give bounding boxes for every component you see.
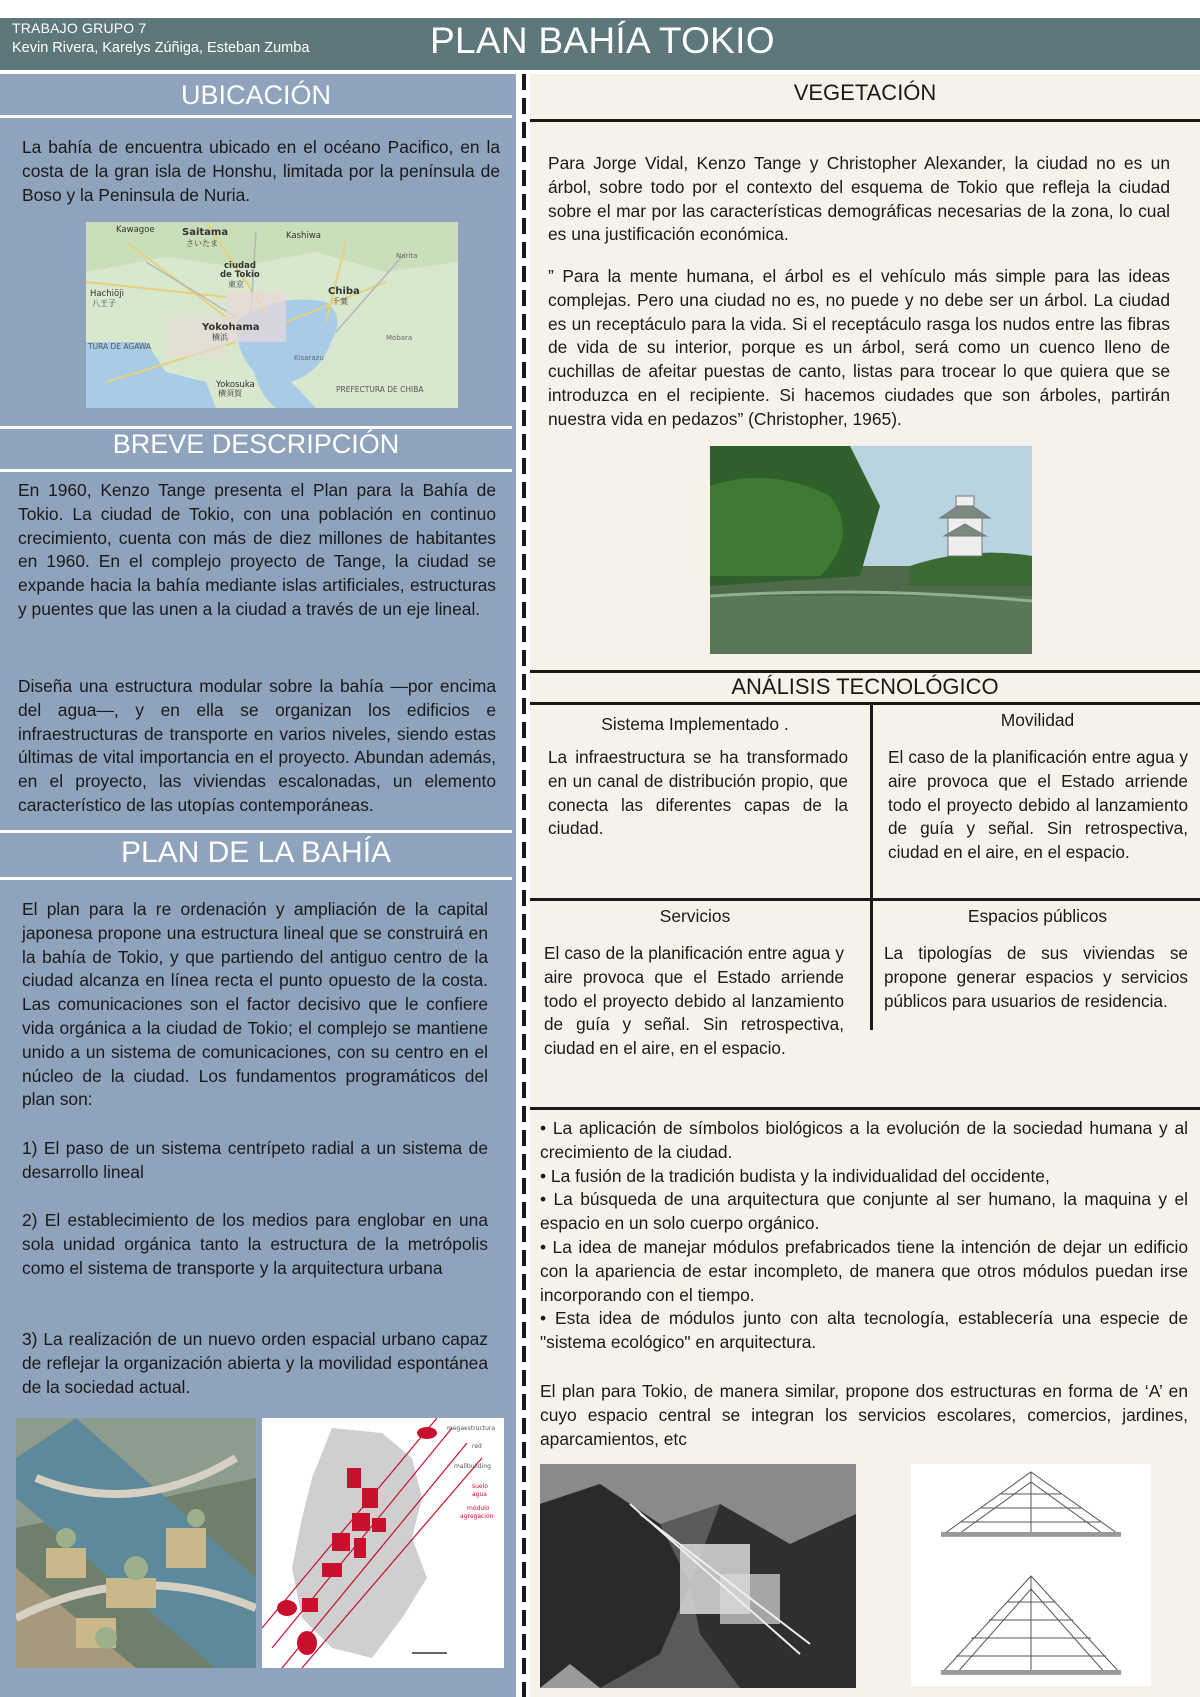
cell-title-servicios: Servicios <box>659 906 731 926</box>
map-label-mobara: Mobara <box>386 334 413 342</box>
plan-diagram-graphic <box>262 1418 504 1668</box>
cell-title-movilidad: Movilidad <box>1000 710 1075 730</box>
grid-bottom-line <box>530 1107 1200 1110</box>
cell-title-espacios: Espacios públicos <box>967 906 1108 926</box>
bullet-item: • La búsqueda de una arquitectura que conjunte al ser humano, la maquina y el espacio en un solo cuerpo orgánico. <box>540 1189 1188 1234</box>
vegetacion-paragraph-2: ” Para la mente humana, el árbol es el vehículo más simple para las ideas complejas. Pero una ciudad no es, no puede y no debe ser un árbol. La ciudad es un receptáculo para la vida. Si el receptáculo rasga los nudos entre las fibras de vida de su interior, porque es un árbol, será como un cuenco lleno de cuchillas de afeitar puestas de canto, listas para trocear lo que quiera que se introduzca en el recipiente. Si hacemos ciudades que son árboles, partirán nuestra vida en pedazos” (Christopher, 1965). <box>548 266 1170 429</box>
vegetacion-paragraph-1: Para Jorge Vidal, Kenzo Tange y Christopher Alexander, la ciudad no es un árbol, sobre todo por el contexto del esquema de Tokio que refleja la ciudad sobre el mar por las características demográficas necesarias de la zona, lo cual es una justificación económica. <box>548 153 1170 245</box>
grid-vertical-divider <box>870 702 873 1030</box>
grid-middle-line <box>530 898 1200 901</box>
plan-top-line <box>0 830 512 833</box>
plan-title: PLAN DE LA BAHÍA <box>120 836 392 869</box>
bay-model-photo <box>16 1418 256 1668</box>
cell-title-sistema: Sistema Implementado . <box>601 714 789 734</box>
plan-paragraph-4: 3) La realización de un nuevo orden espacial urbano capaz de reflejar la organización abierta y la movilidad espontánea de la sociedad actual. <box>22 1329 488 1397</box>
analisis-title: ANÁLISIS TECNOLÓGICO <box>731 674 999 699</box>
ubicacion-title: UBICACIÓN <box>180 80 332 110</box>
diagram-label-agua: agua <box>472 1491 487 1498</box>
map-label-de-tokio: de Tokio <box>220 270 260 280</box>
map-label-prefectura: PREFECTURA DE CHIBA <box>336 385 424 394</box>
map-label-kisarazu: Kisarazu <box>294 354 324 362</box>
map-graphic <box>86 222 458 408</box>
page-title: PLAN BAHÍA TOKIO <box>430 20 775 61</box>
analisis-top-line <box>530 670 1200 673</box>
bullet-item: • La fusión de la tradición budista y la individualidad del occidente, <box>540 1165 1050 1186</box>
group-label: TRABAJO GRUPO 7 <box>12 20 147 36</box>
a-frame-section-drawing <box>911 1464 1151 1686</box>
breve-paragraph-2: Diseña una estructura modular sobre la bahía —por encima del agua—, y en ella se organizan los edificios e infraestructuras de transporte en varios niveles, siendo estas últimas de vital importancia en el proyecto. Abundan además, en el proyecto, las viviendas escalonadas, un elemento característico de las utopías contemporáneas. <box>18 676 496 815</box>
aerial-graphic <box>540 1464 856 1688</box>
tokyo-map-image <box>86 222 458 408</box>
cell-text-movilidad: El caso de la planificación entre agua y aire provoca que el Estado arriende todo el proyecto debido al lanzamiento de guía y señal. Sin retrospectiva, ciudad en el aire, en el espacio. <box>888 747 1188 863</box>
plan-paragraph-3: 2) El establecimiento de los medios para englobar en una sola unidad orgánica tanto la estructura de la metrópolis como el sistema de transporte y la arquitectura urbana <box>22 1210 488 1278</box>
map-label-chiba: Chiba <box>328 286 360 297</box>
vegetacion-title: VEGETACIÓN <box>793 80 937 105</box>
bay-model-graphic <box>16 1418 256 1668</box>
plan-paragraph-2: 1) El paso de un sistema centrípeto radial a un sistema de desarrollo lineal <box>22 1138 488 1182</box>
cell-text-servicios: El caso de la planificación entre agua y aire provoca que el Estado arriende todo el proyecto debido al lanzamiento de guía y señal. Sin retrospectiva, ciudad en el aire, en el espacio. <box>544 943 844 1059</box>
left-column <box>0 74 516 1697</box>
map-label-saitama-jp: さいたま <box>186 239 218 248</box>
aerial-photo <box>540 1464 856 1688</box>
vegetacion-underline <box>530 119 1200 122</box>
map-label-saitama: Saitama <box>182 227 229 238</box>
map-label-yokohama-jp: 横浜 <box>212 333 228 342</box>
right-column <box>530 74 1200 1697</box>
map-label-yokohama: Yokohama <box>202 322 260 333</box>
plan-diagram <box>262 1418 504 1668</box>
map-label-kawagoe: Kawagoe <box>116 225 155 235</box>
breve-bottom-line <box>0 469 512 472</box>
garden-graphic <box>710 446 1032 654</box>
map-label-kanagawa: TURA DE AGAWA <box>88 342 152 351</box>
diagram-label-red: red <box>472 1443 482 1450</box>
map-label-hachioji: Hachiōji <box>90 289 124 299</box>
plan-bottom-line <box>0 877 512 880</box>
fundamentos-list <box>540 1117 1188 1355</box>
authors: Kevin Rivera, Karelys Zúñiga, Esteban Zumba <box>12 40 310 56</box>
bullet-item: • La idea de manejar módulos prefabricados tiene la intención de dejar un edificio con la apariencia de estar incompleto, de manera que otros módulos puedan irse incorporando con el tiempo. <box>540 1236 1188 1305</box>
breve-title: BREVE DESCRIPCIÓN <box>112 429 400 459</box>
map-label-kashiwa: Kashiwa <box>286 231 321 241</box>
garden-photo <box>710 446 1032 654</box>
map-label-hachioji-jp: 八王子 <box>92 299 116 308</box>
ubicacion-text: La bahía de encuentra ubicado en el océano Pacifico, en la costa de la gran isla de Honshu, limitada por la península de Boso y la Peninsula de Nuria. <box>22 137 500 205</box>
diagram-label-megaestructura: megaestructura <box>447 1425 496 1432</box>
column-divider <box>522 74 526 1697</box>
diagram-label-mallbuilding: mallbuilding <box>454 1463 491 1470</box>
cell-text-espacios: La tipologías de sus viviendas se propone generar espacios y servicios públicos para usuarios de residencia. <box>884 943 1188 1011</box>
diagram-label-suelo: suelo <box>472 1483 488 1490</box>
bullet-item: • Esta idea de módulos junto con alta tecnología, establecería una especie de "sistema ecológico" en arquitectura. <box>540 1308 1188 1353</box>
diagram-label-modulo: módulo <box>467 1505 490 1512</box>
map-label-tokio-jp: 東京 <box>228 280 244 289</box>
map-label-chiba-jp: 千葉 <box>332 297 348 306</box>
cell-text-sistema: La infraestructura se ha transformado en un canal de distribución propio, que conecta las diferentes capas de la ciudad. <box>548 747 848 839</box>
analisis-title-underline <box>530 702 1200 705</box>
map-label-ciudad: ciudad <box>224 261 256 271</box>
plan-paragraph-1: El plan para la re ordenación y ampliación de la capital japonesa propone una estructura lineal que se construirá en la bahía de Tokio, y que partiendo del antiguo centro de la ciudad alcanza en línea recta el punto opuesto de la costa. Las comunicaciones son el factor decisivo que le confiere vida orgánica a la ciudad de Tokio; el complejo se mantiene unido a un sistema de comunicaciones, con su centro en el núcleo de la ciudad. Los fundamentos programáticos del plan son: <box>22 899 488 1110</box>
diagram-label-agregacion: agregación <box>460 1513 494 1520</box>
a-frame-graphic <box>911 1464 1151 1686</box>
header-bar <box>0 18 1200 70</box>
map-label-yokosuka: Yokosuka <box>216 380 255 390</box>
closing-paragraph: El plan para Tokio, de manera similar, propone dos estructuras en forma de ‘A’ en cuyo espacio central se integran los servicios escolares, comercios, jardines, aparcamientos, etc <box>540 1381 1188 1449</box>
map-label-narita: Narita <box>396 252 418 260</box>
bullet-item: • La aplicación de símbolos biológicos a la evolución de la sociedad humana y al crecimiento de la ciudad. <box>540 1118 1188 1162</box>
breve-paragraph-1: En 1960, Kenzo Tange presenta el Plan para la Bahía de Tokio. La ciudad de Tokio, con una población en continuo crecimiento, cuenta con más de diez millones de habitantes en 1960. En el complejo proyecto de Tange, la ciudad se expande hacia la bahía mediante islas artificiales, estructuras y puentes que las unen a la ciudad a través de un eje lineal. <box>18 480 496 619</box>
map-label-yokosuka-jp: 横須賀 <box>218 389 242 398</box>
